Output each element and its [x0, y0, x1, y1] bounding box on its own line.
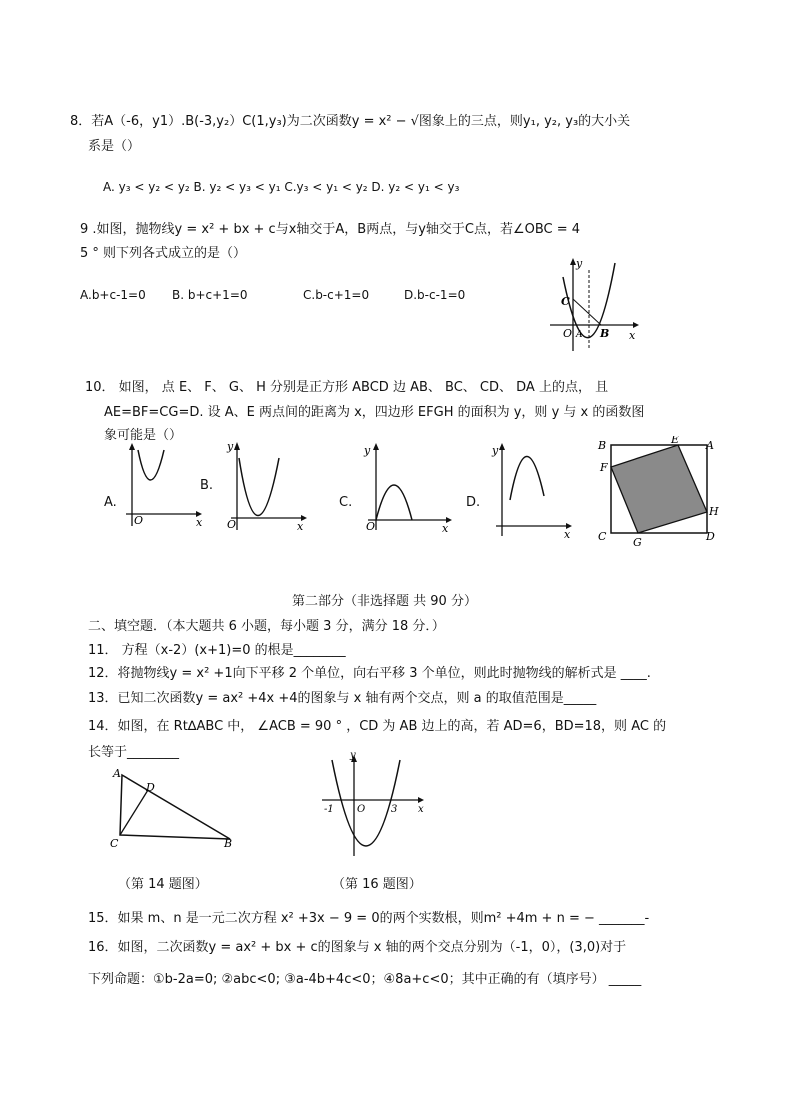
q10-option-d-label: D. [466, 495, 481, 510]
q16-fig-minus-one: -1 [324, 804, 334, 815]
q16-line2: 下列命题：①b-2a=0; ②abc<0; ③a-4b+4c<0；④8a+c<0；其中正确的有（填序号） _____ [88, 972, 642, 987]
q10-c-origin: O [366, 520, 376, 532]
q12: 12．将抛物线y = x² +1向下平移 2 个单位，向右平移 3 个单位，则此时抛物线的解析式是 ____. [88, 666, 651, 681]
q14-caption: （第 14 题图） [118, 877, 208, 892]
q10-sq-c: C [598, 530, 607, 543]
q10-line2: AE=BF=CG=D. 设 A、E 两点间的距离为 x，四边形 EFGH 的面积为 y，则 y 与 x 的函数图 [104, 405, 645, 420]
q10-option-b-label: B. [200, 478, 214, 493]
q10-d-x: x [564, 528, 571, 540]
q9-fig-b-label: B [600, 327, 610, 340]
q10-line3: 象可能是（） [104, 428, 183, 443]
q9-option-d: D.b-c-1=0 [404, 288, 466, 302]
q10-line1: 10． 如图， 点 E、 F、 G、 H 分别是正方形 ABCD 边 AB、 BC、 CD、 DA 上的点， 且 [85, 380, 609, 395]
q10-graph-a [120, 440, 205, 530]
q14-line1: 14．如图，在 Rt∆ABC 中， ∠ACB = 90 ° ，CD 为 AB 边上的高，若 AD=6，BD=18，则 AC 的 [88, 719, 667, 734]
q13: 13．已知二次函数y = ax² +4x +4的图象与 x 轴有两个交点，则 a 的取值范围是_____ [88, 691, 597, 706]
q10-option-c-label: C. [339, 495, 353, 510]
q10-b-origin: O [227, 518, 237, 531]
q11: 11． 方程（x-2）(x+1)=0 的根是________ [88, 643, 346, 658]
q14-fig-b: B [224, 837, 233, 850]
q10-sq-d: D [706, 530, 715, 543]
q10-b-x: x [297, 520, 304, 533]
q10-graph-b [223, 438, 308, 533]
q9-fig-x-label: x [629, 329, 636, 342]
q10-graph-d [490, 440, 575, 540]
q10-sq-a: A [706, 439, 714, 452]
q10-square-figure [596, 436, 721, 548]
q14-fig-a: A [113, 767, 121, 780]
q10-d-y: y [492, 444, 499, 457]
q16-line1: 16．如图，二次函数y = ax² + bx + c的图象与 x 轴的两个交点分别为（-1，0），(3,0)对于 [88, 940, 627, 955]
q15: 15．如果 m、n 是一元二次方程 x² +3x − 9 = 0的两个实数根，则m² +4m + n = − _______- [88, 911, 650, 926]
q9-option-a: A.b+c-1=0 [80, 288, 146, 302]
q9-line1: 9 .如图，抛物线y = x² + bx + c与x轴交于A，B两点，与y轴交于C点，若∠OBC = 4 [80, 222, 581, 237]
q14-fig-d: D [146, 781, 155, 794]
q10-c-y: y [364, 444, 371, 457]
q10-graph-c [360, 440, 455, 532]
q10-a-origin: O [134, 514, 144, 527]
q8-line2: 系是（） [88, 139, 141, 154]
q10-sq-h: H [709, 505, 719, 518]
q16-fig-three: 3 [391, 804, 398, 815]
q14-triangle-figure [108, 765, 238, 850]
q9-option-b: B. b+c+1=0 [172, 288, 248, 302]
part2-title: 第二部分（非选择题 共 90 分） [292, 594, 477, 609]
q14-line2: 长等于________ [88, 745, 180, 760]
q9-line2: 5 ° 则下列各式成立的是（） [80, 246, 247, 261]
q10-sq-g: G [633, 536, 642, 548]
q9-option-c: C.b-c+1=0 [303, 288, 370, 302]
q10-c-x: x [442, 522, 449, 532]
q16-parabola-figure [320, 752, 430, 862]
q10-b-y: y [227, 440, 234, 453]
q9-fig-y-label: y [576, 257, 583, 270]
q9-fig-a-label: A [576, 330, 583, 340]
q9-fig-o-label: O [563, 327, 573, 340]
part2-section-heading: 二、填空题．（本大题共 6 小题，每小题 3 分，满分 18 分．） [88, 619, 445, 634]
q9-fig-c-label: C [561, 295, 570, 308]
q16-fig-origin: O [357, 804, 366, 815]
q16-fig-x: x [418, 804, 424, 815]
q10-sq-e: E [671, 436, 680, 446]
q16-caption: （第 16 题图） [332, 877, 422, 892]
q16-fig-y: y [350, 752, 356, 761]
q8-line1: 8．若A（-6，y1）.B(-3,y₂）C(1,y₃)为二次函数y = x² − √图象上的三点，则y₁, y₂, y₃的大小关 [70, 114, 631, 129]
q8-options: A. y₃ < y₂ < y₂ B. y₂ < y₃ < y₁ C.y₃ < y₁ < y₂ D. y₂ < y₁ < y₃ [103, 180, 460, 194]
q14-fig-c: C [110, 837, 119, 850]
q9-parabola-figure [545, 255, 640, 355]
q10-a-x: x [196, 516, 203, 529]
q10-option-a-label: A. [104, 495, 117, 510]
q10-sq-b: B [598, 439, 607, 452]
q10-sq-f: F [600, 461, 608, 474]
